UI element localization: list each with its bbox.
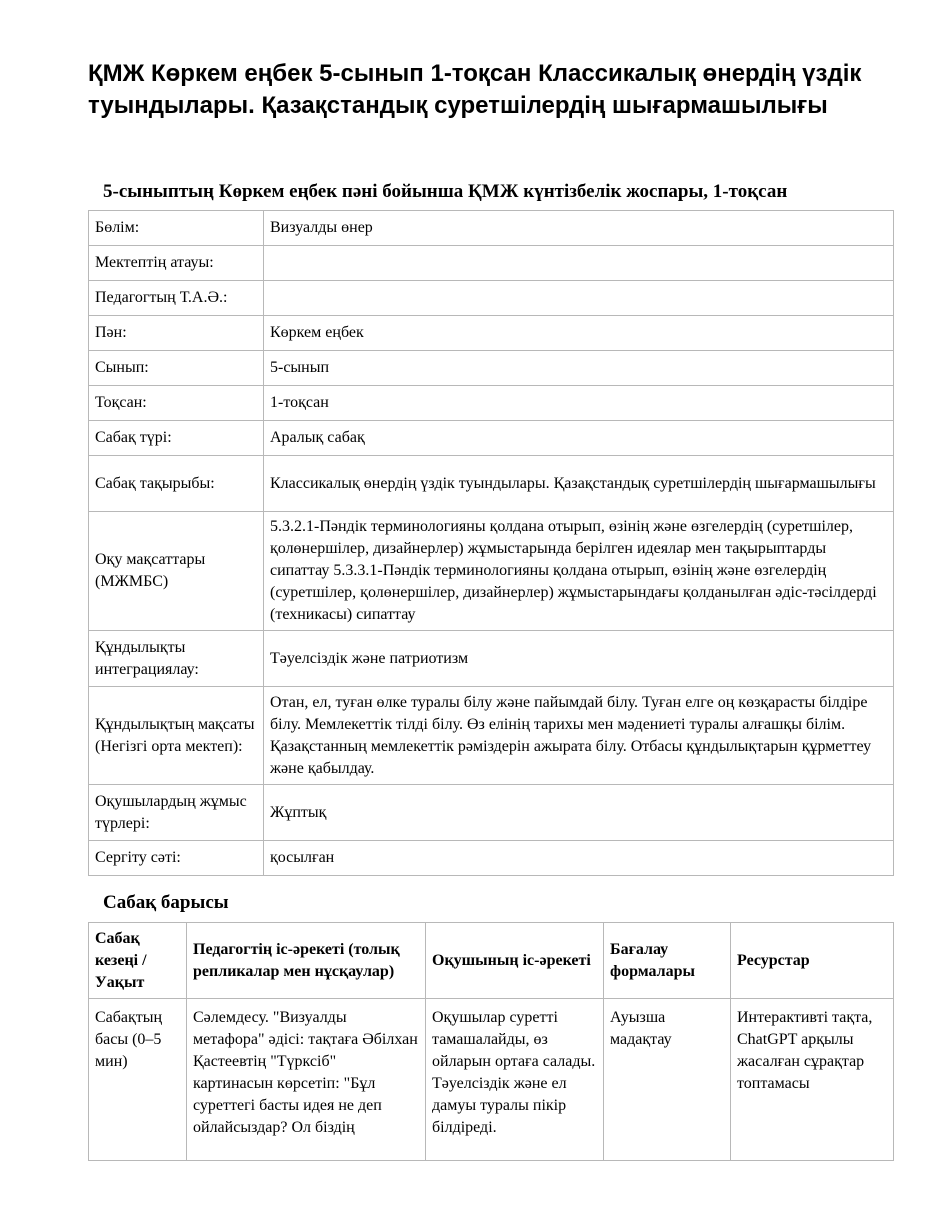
table-row (89, 631, 894, 687)
column-header-assessment: Бағалау формалары (604, 923, 731, 999)
table-row (89, 456, 894, 512)
column-header-resources: Ресурстар (731, 923, 894, 999)
row-label-teacher: Педагогтың Т.А.Ә.: (89, 281, 264, 316)
row-value-school (264, 246, 894, 281)
table-row (89, 211, 894, 246)
row-value-value-integration: Тәуелсіздік және патриотизм (264, 631, 894, 687)
cell-stage: Сабақтың басы (0–5 мин) (89, 999, 187, 1161)
table-row (89, 999, 894, 1161)
table-row (89, 421, 894, 456)
table-row (89, 246, 894, 281)
row-label-work-types: Оқушылардың жұмыс түрлері: (89, 785, 264, 841)
table-row (89, 841, 894, 876)
row-label-warmup: Сергіту сәті: (89, 841, 264, 876)
row-value-subject: Көркем еңбек (264, 316, 894, 351)
table-row (89, 785, 894, 841)
row-label-value-goal: Құндылықтың мақсаты (Негізгі орта мектеп): (89, 687, 264, 785)
row-label-lesson-type: Сабақ түрі: (89, 421, 264, 456)
row-label-learning-objectives: Оқу мақсаттары (МЖМБС) (89, 512, 264, 631)
column-header-student-activity: Оқушының іс-әрекеті (426, 923, 604, 999)
cell-assessment: Ауызша мадақтау (604, 999, 731, 1161)
table-row (89, 386, 894, 421)
table-row (89, 281, 894, 316)
row-value-lesson-topic: Классикалық өнердің үздік туындылары. Қазақстандық суретшілердің шығармашылығы (264, 456, 894, 512)
row-value-teacher (264, 281, 894, 316)
table-header-row (89, 923, 894, 999)
table-row (89, 512, 894, 631)
row-value-value-goal: Отан, ел, туған өлке туралы білу және пайымдай білу. Туған елге оң көзқарасты білдіре білу. Мемлекеттік тілді білу. Өз елінің тарихы мен мәдениеті туралы алғашқы білім. Қазақстанның мемлекеттік рәміздерін ажырата білу. Отбасы құндылықтарын құрметтеу және қабылдау. (264, 687, 894, 785)
row-value-grade: 5-сынып (264, 351, 894, 386)
row-label-section: Бөлім: (89, 211, 264, 246)
row-value-lesson-type: Аралық сабақ (264, 421, 894, 456)
cell-student-activity: Оқушылар суретті тамашалайды, өз ойларын ортаға салады. Тәуелсіздік және ел дамуы туралы пікір білдіреді. (426, 999, 604, 1161)
lesson-flow-table (88, 922, 894, 1161)
row-value-learning-objectives: 5.3.2.1-Пәндік терминологияны қолдана отырып, өзінің және өзгелердің (суретшілер, қолөнершілер, дизайнерлер) жұмыстарында берілген идеялар мен тақырыптарды сипаттау 5.3.3.1-Пәндік терминологияны қолдана отырып, өзінің және өзгелердің (суретшілер, қолөнершілер, дизайнерлер) жұмыстарындағы қолданылған әдіс-тәсілдерді (техникасы) сипаттау (264, 512, 894, 631)
table-row (89, 351, 894, 386)
row-label-subject: Пән: (89, 316, 264, 351)
plan-heading: 5-сыныптың Көркем еңбек пәні бойынша ҚМЖ күнтізбелік жоспары, 1-тоқсан (103, 181, 788, 202)
row-label-value-integration: Құндылықты интеграциялау: (89, 631, 264, 687)
row-value-warmup: қосылған (264, 841, 894, 876)
row-value-section: Визуалды өнер (264, 211, 894, 246)
plan-info-table (88, 210, 894, 876)
table-row (89, 687, 894, 785)
column-header-stage: Сабақ кезеңі / Уақыт (89, 923, 187, 999)
row-label-grade: Сынып: (89, 351, 264, 386)
document-page (88, 58, 893, 1136)
row-label-quarter: Тоқсан: (89, 386, 264, 421)
row-label-lesson-topic: Сабақ тақырыбы: (89, 456, 264, 512)
table-row (89, 316, 894, 351)
row-label-school: Мектептің атауы: (89, 246, 264, 281)
row-value-work-types: Жұптық (264, 785, 894, 841)
document-title: ҚМЖ Көркем еңбек 5-сынып 1-тоқсан Классикалық өнердің үздік туындылары. Қазақстандық суретшілердің шығармашылығы (88, 60, 862, 119)
row-value-quarter: 1-тоқсан (264, 386, 894, 421)
lesson-heading: Сабақ барысы (103, 892, 229, 913)
column-header-teacher-activity: Педагогтің іс-әрекеті (толық репликалар мен нұсқаулар) (187, 923, 426, 999)
cell-resources: Интерактивті тақта, ChatGPT арқылы жасалған сұрақтар топтамасы (731, 999, 894, 1161)
cell-teacher-activity: Сәлемдесу. "Визуалды метафора" әдісі: тақтаға Әбілхан Қастеевтің "Түрксіб" картинасын көрсетіп: "Бұл суреттегі басты идея не деп ойлайсыздар? Ол біздің (187, 999, 426, 1161)
